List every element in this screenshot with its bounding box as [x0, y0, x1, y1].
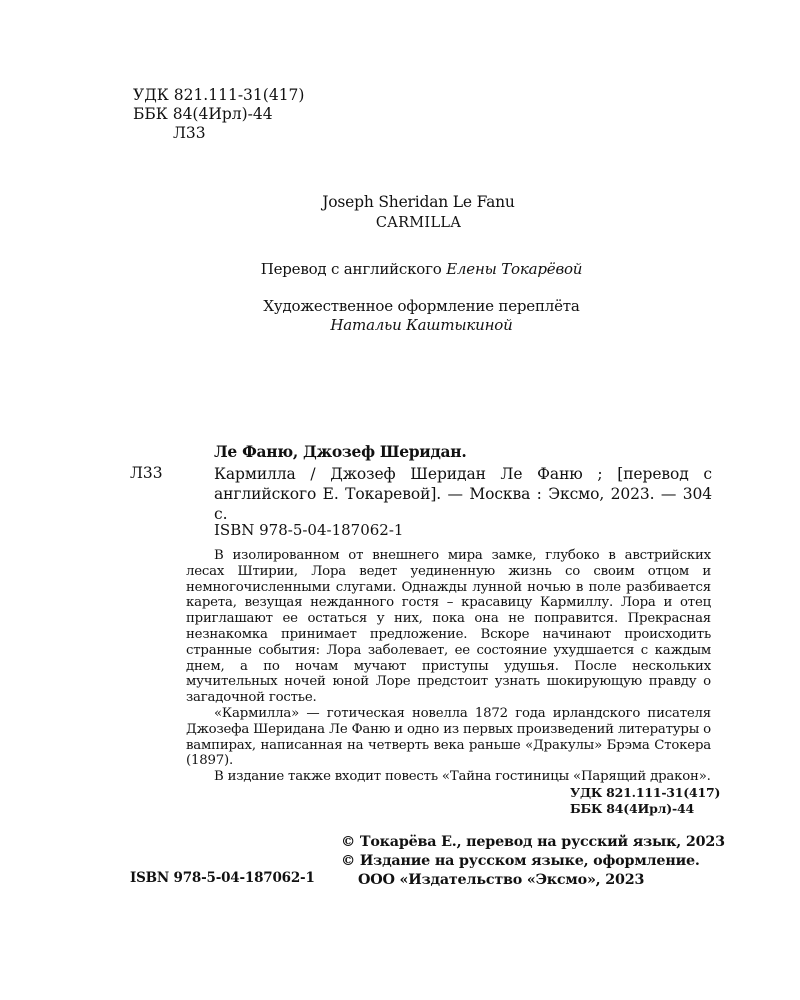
designer-line — [0, 316, 800, 334]
translator-name: Елены Токарёвой — [446, 260, 583, 278]
udk-code-bottom: УДК 821.111-31(417) — [570, 785, 721, 800]
author-mark: Л33 — [173, 124, 206, 142]
copyright-block — [341, 833, 725, 890]
annotation-paragraph: В издание также входит повесть «Тайна гостиницы «Парящий дракон». — [214, 769, 711, 785]
original-author: Joseph Sheridan Le Fanu — [322, 193, 515, 211]
annotation-paragraph: «Кармилла» — готическая новелла 1872 года ирландского писателя Джозефа Шеридана Ле Фаню и одно из первых произведений литературы о вампирах, написанная на четверть века раньше «Дракулы» Брэма Стокера (1897). — [186, 705, 711, 769]
bibliographic-code: Л33 — [130, 464, 163, 482]
designer-name: Натальи Каштыкиной — [330, 316, 513, 334]
copyright-translation: © Токарёва Е., перевод на русский язык, 2023 — [341, 834, 725, 850]
annotation — [186, 548, 711, 785]
design-credit-label: Художественное оформление переплёта — [263, 297, 580, 315]
copyright-edition: © Издание на русском языке, оформление. — [341, 853, 700, 869]
classification-codes-bottom — [570, 785, 720, 817]
udk-code: УДК 821.111-31(417) — [133, 86, 305, 104]
bbk-code: ББК 84(4Ирл)-44 — [133, 105, 273, 123]
bbk-code-bottom: ББК 84(4Ирл)-44 — [570, 801, 694, 816]
isbn-bottom: ISBN 978-5-04-187062-1 — [130, 870, 315, 886]
bibliographic-author-heading: Ле Фаню, Джозеф Шеридан. — [214, 442, 467, 461]
translation-credit — [0, 260, 800, 278]
isbn: ISBN 978-5-04-187062-1 — [214, 521, 404, 539]
copyright-publisher: ООО «Издательство «Эксмо», 2023 — [358, 872, 645, 888]
annotation-paragraph: В изолированном от внешнего мира замке, глубоко в австрийских лесах Штирии, Лора ведет уединенную жизнь со своим отцом и немногочисленными слугами. Однажды лунной ночью в поле разбивается карета, везущая нежданного гостя – красавицу Кармиллу. Лора и отец приглашают ее остаться у них, пока она не поправится. Прекрасная незнакомка принимает предложение. Вскоре начинают происходить странные события: Лора заболевает, ее состояние ухудшается с каждым днем, а по ночам мучают приступы удушья. После нескольких мучительных ночей юной Лоре предстоит узнать шокирующую правду о загадочной гостье. — [186, 548, 711, 706]
translation-label: Перевод с английского — [260, 260, 447, 278]
bibliographic-description: Кармилла / Джозеф Шеридан Ле Фаню ; [перевод с английского Е. Токаревой]. — Москва : Эксмо, 2023. — 304 с. — [214, 465, 712, 523]
classification-codes-top — [133, 86, 304, 143]
original-title: CARMILLA — [375, 215, 462, 231]
